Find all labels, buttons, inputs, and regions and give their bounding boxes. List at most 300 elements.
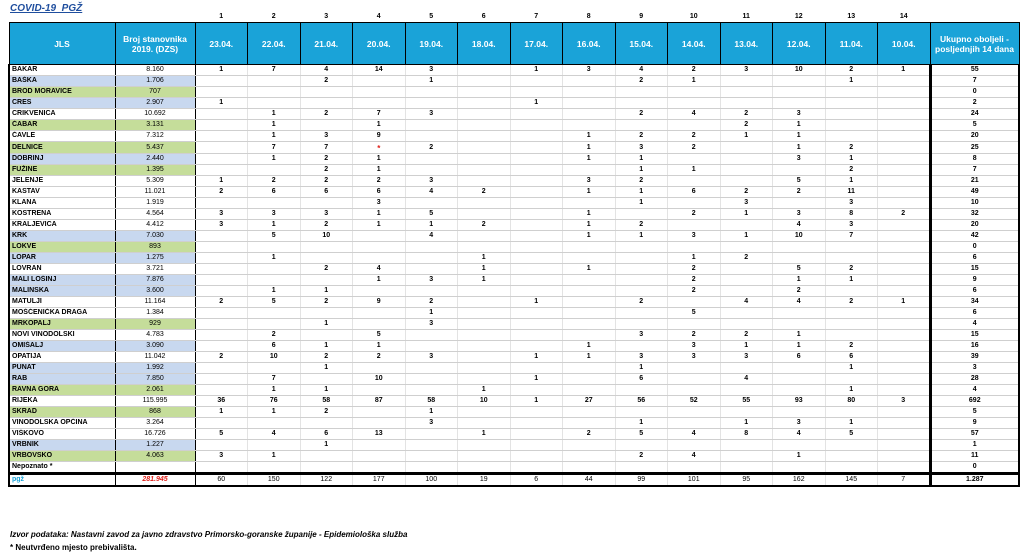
- table-row: [9, 198, 1019, 209]
- case-count: [458, 319, 511, 330]
- case-count: [563, 253, 616, 264]
- case-count: 2: [195, 187, 248, 198]
- case-count: 1: [248, 131, 301, 142]
- case-count: 1: [825, 176, 878, 187]
- case-count: 1: [248, 109, 301, 120]
- case-count: [195, 165, 248, 176]
- case-count: 2: [773, 187, 826, 198]
- case-count: [878, 142, 931, 154]
- case-count: [668, 87, 721, 98]
- case-count: [458, 142, 511, 154]
- case-count: 1: [300, 385, 353, 396]
- summary-count: 101: [668, 474, 721, 487]
- case-count: [878, 187, 931, 198]
- case-count: [668, 374, 721, 385]
- case-count: [458, 308, 511, 319]
- case-count: [458, 154, 511, 165]
- case-count: [458, 65, 511, 76]
- case-count: [458, 165, 511, 176]
- case-count: [458, 418, 511, 429]
- case-count: [458, 131, 511, 142]
- header-row: [9, 23, 1019, 65]
- case-count: [878, 109, 931, 120]
- case-count: 2: [668, 209, 721, 220]
- case-count: [248, 87, 301, 98]
- case-count: [720, 385, 773, 396]
- case-count: 5: [248, 297, 301, 308]
- case-count: 2: [405, 297, 458, 308]
- population-value: 115.995: [115, 396, 195, 407]
- row-total: 39: [930, 352, 1019, 363]
- row-total: 692: [930, 396, 1019, 407]
- case-count: 2: [720, 187, 773, 198]
- case-count: 3: [405, 65, 458, 76]
- case-count: [353, 363, 406, 374]
- case-count: [668, 440, 721, 451]
- case-count: [773, 385, 826, 396]
- municipality-name: DELNICE: [9, 142, 115, 154]
- case-count: [878, 198, 931, 209]
- case-count: [720, 165, 773, 176]
- table-row: [9, 319, 1019, 330]
- case-count: [458, 407, 511, 418]
- case-count: [248, 363, 301, 374]
- case-count: 3: [773, 209, 826, 220]
- municipality-name: DOBRINJ: [9, 154, 115, 165]
- date-header: 18.04.: [458, 23, 511, 65]
- table-row: [9, 451, 1019, 462]
- case-count: 2: [300, 264, 353, 275]
- case-count: [668, 385, 721, 396]
- case-count: [195, 440, 248, 451]
- table-row: [9, 176, 1019, 187]
- municipality-name: RAVNA GORA: [9, 385, 115, 396]
- case-count: [615, 385, 668, 396]
- case-count: 1: [615, 187, 668, 198]
- table-row: [9, 220, 1019, 231]
- case-count: [615, 120, 668, 131]
- row-total: 4: [930, 319, 1019, 330]
- municipality-name: PUNAT: [9, 363, 115, 374]
- case-count: 1: [195, 98, 248, 109]
- case-count: 8: [720, 429, 773, 440]
- case-count: 2: [300, 109, 353, 120]
- case-count: 1: [248, 154, 301, 165]
- table-row: [9, 264, 1019, 275]
- case-count: [458, 242, 511, 253]
- case-count: 5: [773, 264, 826, 275]
- case-count: [878, 374, 931, 385]
- case-count: [195, 264, 248, 275]
- population-value: 1.919: [115, 198, 195, 209]
- case-count: 1: [195, 65, 248, 76]
- case-count: 1: [405, 308, 458, 319]
- municipality-name: LOPAR: [9, 253, 115, 264]
- row-total: 10: [930, 198, 1019, 209]
- case-count: [510, 451, 563, 462]
- case-count: [300, 308, 353, 319]
- case-count: [510, 330, 563, 341]
- row-total: 24: [930, 109, 1019, 120]
- summary-count: 162: [773, 474, 826, 487]
- case-count: [405, 429, 458, 440]
- row-total: 49: [930, 187, 1019, 198]
- case-count: [825, 330, 878, 341]
- case-count: [353, 87, 406, 98]
- case-count: 80: [825, 396, 878, 407]
- case-count: [248, 198, 301, 209]
- population-value: 929: [115, 319, 195, 330]
- case-count: [615, 275, 668, 286]
- case-count: [195, 242, 248, 253]
- case-count: [825, 407, 878, 418]
- municipality-name: KLANA: [9, 198, 115, 209]
- case-count: 52: [668, 396, 721, 407]
- case-count: 2: [300, 220, 353, 231]
- case-count: [668, 120, 721, 131]
- case-count: [248, 319, 301, 330]
- case-count: 5: [195, 429, 248, 440]
- case-count: 1: [878, 297, 931, 308]
- case-count: [458, 374, 511, 385]
- population-value: 893: [115, 242, 195, 253]
- case-count: [195, 330, 248, 341]
- municipality-name: KOSTRENA: [9, 209, 115, 220]
- case-count: [300, 462, 353, 474]
- case-count: [878, 462, 931, 474]
- case-count: [615, 242, 668, 253]
- case-count: 1: [248, 451, 301, 462]
- case-count: 1: [300, 341, 353, 352]
- table-row: [9, 374, 1019, 385]
- case-count: [510, 363, 563, 374]
- case-count: [615, 440, 668, 451]
- case-count: [510, 220, 563, 231]
- case-count: 7: [300, 142, 353, 154]
- case-count: [458, 98, 511, 109]
- red-marker: *: [377, 144, 381, 153]
- case-count: 1: [563, 341, 616, 352]
- case-count: 2: [615, 220, 668, 231]
- case-count: [195, 363, 248, 374]
- case-count: 1: [615, 231, 668, 242]
- municipality-name: Nepoznato *: [9, 462, 115, 474]
- row-total: 21: [930, 176, 1019, 187]
- municipality-name: SKRAD: [9, 407, 115, 418]
- day-number: 9: [639, 13, 644, 20]
- summary-count: 7: [878, 474, 931, 487]
- case-count: 3: [615, 330, 668, 341]
- case-count: 1: [300, 440, 353, 451]
- row-total: 2: [930, 98, 1019, 109]
- case-count: 36: [195, 396, 248, 407]
- case-count: [773, 374, 826, 385]
- case-count: [773, 198, 826, 209]
- case-count: 1: [563, 187, 616, 198]
- municipality-name: BAKAR: [9, 65, 115, 76]
- case-count: 1: [825, 385, 878, 396]
- case-count: 5: [248, 231, 301, 242]
- case-count: [878, 242, 931, 253]
- case-count: [615, 308, 668, 319]
- case-count: [563, 109, 616, 120]
- case-count: [195, 462, 248, 474]
- case-count: 14: [353, 65, 406, 76]
- case-count: [510, 308, 563, 319]
- case-count: [878, 429, 931, 440]
- case-count: 1: [458, 429, 511, 440]
- case-count: [668, 319, 721, 330]
- case-count: [353, 451, 406, 462]
- municipality-name: ČABAR: [9, 120, 115, 131]
- case-count: [248, 98, 301, 109]
- case-count: 3: [720, 198, 773, 209]
- case-count: [405, 120, 458, 131]
- case-count: [878, 330, 931, 341]
- row-total: 42: [930, 231, 1019, 242]
- case-count: 1: [773, 131, 826, 142]
- case-count: 2: [300, 154, 353, 165]
- case-count: [510, 87, 563, 98]
- case-count: [248, 418, 301, 429]
- row-total: 4: [930, 385, 1019, 396]
- table-row: [9, 330, 1019, 341]
- row-total: 6: [930, 253, 1019, 264]
- case-count: [720, 142, 773, 154]
- row-total: 55: [930, 65, 1019, 76]
- case-count: 3: [405, 352, 458, 363]
- case-count: [248, 275, 301, 286]
- case-count: [563, 440, 616, 451]
- case-count: 3: [195, 220, 248, 231]
- table-row: [9, 297, 1019, 308]
- case-count: [405, 98, 458, 109]
- row-total: 0: [930, 242, 1019, 253]
- case-count: 4: [353, 264, 406, 275]
- case-count: 2: [300, 407, 353, 418]
- table-row: [9, 275, 1019, 286]
- case-count: [300, 374, 353, 385]
- case-count: [405, 440, 458, 451]
- case-count: [405, 341, 458, 352]
- case-count: 4: [720, 374, 773, 385]
- case-count: [878, 154, 931, 165]
- case-count: 1: [720, 231, 773, 242]
- case-count: [825, 109, 878, 120]
- municipality-name: LOKVE: [9, 242, 115, 253]
- case-count: [510, 385, 563, 396]
- municipality-name: CRES: [9, 98, 115, 109]
- row-total: 7: [930, 165, 1019, 176]
- case-count: 1: [195, 176, 248, 187]
- population-value: [115, 462, 195, 474]
- case-count: [510, 198, 563, 209]
- case-count: [353, 231, 406, 242]
- case-count: 2: [615, 109, 668, 120]
- case-count: 1: [300, 286, 353, 297]
- case-count: [668, 462, 721, 474]
- case-count: [825, 98, 878, 109]
- case-count: 1: [405, 76, 458, 87]
- summary-count: 145: [825, 474, 878, 487]
- case-count: [563, 407, 616, 418]
- case-count: [878, 363, 931, 374]
- case-count: 7: [248, 65, 301, 76]
- case-count: [405, 451, 458, 462]
- case-count: [405, 286, 458, 297]
- case-count: 8: [825, 209, 878, 220]
- population-value: 4.063: [115, 451, 195, 462]
- case-count: [405, 264, 458, 275]
- case-count: [405, 253, 458, 264]
- table-row: [9, 253, 1019, 264]
- case-count: [458, 231, 511, 242]
- case-count: [458, 109, 511, 120]
- case-count: [563, 297, 616, 308]
- case-count: [773, 440, 826, 451]
- case-count: 5: [668, 308, 721, 319]
- case-count: 2: [668, 142, 721, 154]
- case-count: 3: [405, 319, 458, 330]
- case-count: [405, 131, 458, 142]
- row-total: 9: [930, 275, 1019, 286]
- municipality-name: KASTAV: [9, 187, 115, 198]
- summary-count: 150: [248, 474, 301, 487]
- population-value: 11.164: [115, 297, 195, 308]
- day-number-row: [9, 12, 1019, 23]
- case-count: [458, 209, 511, 220]
- case-count: 2: [668, 264, 721, 275]
- case-count: [353, 385, 406, 396]
- case-count: [563, 286, 616, 297]
- case-count: [773, 242, 826, 253]
- case-count: [458, 363, 511, 374]
- case-count: [720, 154, 773, 165]
- case-count: 1: [458, 385, 511, 396]
- case-count: 5: [405, 209, 458, 220]
- case-count: [773, 253, 826, 264]
- case-count: [878, 264, 931, 275]
- case-count: 1: [458, 253, 511, 264]
- case-count: [195, 418, 248, 429]
- case-count: 1: [510, 98, 563, 109]
- municipality-name: LOVRAN: [9, 264, 115, 275]
- case-count: [720, 440, 773, 451]
- municipality-name: BAŠKA: [9, 76, 115, 87]
- row-total: 16: [930, 341, 1019, 352]
- case-count: [878, 253, 931, 264]
- case-count: 3: [878, 396, 931, 407]
- case-count: 2: [668, 275, 721, 286]
- case-count: [825, 440, 878, 451]
- case-count: 13: [353, 429, 406, 440]
- case-count: 2: [405, 142, 458, 154]
- population-value: 1.706: [115, 76, 195, 87]
- covid-table: [8, 12, 1020, 487]
- case-count: 1: [563, 131, 616, 142]
- case-count: [878, 407, 931, 418]
- table-row: [9, 187, 1019, 198]
- case-count: 3: [405, 418, 458, 429]
- table-row: [9, 76, 1019, 87]
- case-count: 1: [773, 330, 826, 341]
- case-count: [773, 308, 826, 319]
- case-count: [825, 374, 878, 385]
- case-count: [195, 286, 248, 297]
- case-count: [878, 120, 931, 131]
- summary-count: 60: [195, 474, 248, 487]
- case-count: [248, 242, 301, 253]
- case-count: 2: [615, 176, 668, 187]
- table-row: [9, 341, 1019, 352]
- case-count: [720, 98, 773, 109]
- case-count: 2: [353, 176, 406, 187]
- case-count: 1: [825, 363, 878, 374]
- case-count: 1: [353, 120, 406, 131]
- case-count: [510, 109, 563, 120]
- case-count: [878, 341, 931, 352]
- case-count: 1: [300, 319, 353, 330]
- municipality-name: BROD MORAVICE: [9, 87, 115, 98]
- municipality-name: VIŠKOVO: [9, 429, 115, 440]
- case-count: [563, 98, 616, 109]
- date-header: 13.04.: [720, 23, 773, 65]
- case-count: [458, 352, 511, 363]
- case-count: [510, 231, 563, 242]
- case-count: 4: [720, 297, 773, 308]
- summary-count: 99: [615, 474, 668, 487]
- day-number: 8: [586, 13, 591, 20]
- case-count: [353, 407, 406, 418]
- case-count: 1: [195, 407, 248, 418]
- population-value: 5.437: [115, 142, 195, 154]
- case-count: 3: [825, 198, 878, 209]
- case-count: [720, 242, 773, 253]
- case-count: [563, 451, 616, 462]
- case-count: 87: [353, 396, 406, 407]
- population-value: 16.726: [115, 429, 195, 440]
- case-count: [510, 142, 563, 154]
- row-total: 6: [930, 308, 1019, 319]
- case-count: 1: [720, 209, 773, 220]
- case-count: [668, 220, 721, 231]
- municipality-name: OMIŠALJ: [9, 341, 115, 352]
- case-count: [510, 187, 563, 198]
- day-number: 5: [429, 13, 434, 20]
- case-count: [510, 253, 563, 264]
- case-count: [353, 76, 406, 87]
- date-header: 16.04.: [563, 23, 616, 65]
- population-value: 2.440: [115, 154, 195, 165]
- case-count: 2: [825, 165, 878, 176]
- case-count: 5: [773, 176, 826, 187]
- case-count: [563, 319, 616, 330]
- case-count: 6: [248, 187, 301, 198]
- case-count: 1: [510, 374, 563, 385]
- case-count: [195, 120, 248, 131]
- case-count: [563, 385, 616, 396]
- case-count: [300, 242, 353, 253]
- case-count: 55: [720, 396, 773, 407]
- case-count: [405, 165, 458, 176]
- row-total: 1: [930, 440, 1019, 451]
- case-count: [720, 319, 773, 330]
- case-count: 2: [563, 429, 616, 440]
- case-count: 2: [300, 165, 353, 176]
- case-count: [353, 142, 406, 154]
- case-count: [563, 120, 616, 131]
- row-total: 3: [930, 363, 1019, 374]
